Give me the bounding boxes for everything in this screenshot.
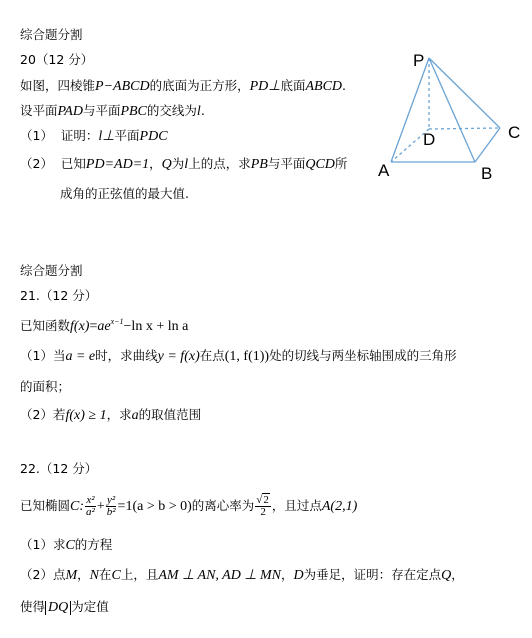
- vertex-label-c: C: [508, 123, 521, 142]
- subquestion: （1）当a = e时，求曲线y = f(x)在点(1, f(1))处的切线与两坐标轴围成的三角形: [20, 348, 457, 364]
- problem-number: 20（12 分）: [20, 52, 94, 67]
- pyramid-figure: [378, 48, 528, 188]
- problem-stem-line: 设平面PAD与平面PBC的交线为l.: [20, 103, 205, 119]
- problem-stem-line: 如图，四棱锥P−ABCD的底面为正方形，PD⊥底面ABCD.: [20, 78, 347, 94]
- edge-pb: [429, 58, 475, 162]
- fraction-x: $\frac{\text{x²}}{\text{a²}}$: [86, 494, 95, 518]
- figure-edges: [391, 58, 500, 162]
- edge-dc-hidden: [429, 128, 500, 129]
- problem-stem-line: 已知椭圆C: $\frac{\text{x²}}{\text{a²}}$ + $\frac{\text{y²}}{\text{b²}}$ =1(a > b > 0)的离心率为 $\frac{√2}{2}$ ，且过点A(2,1): [20, 494, 358, 518]
- vertex-label-d: D: [423, 130, 436, 149]
- edge-pc: [429, 58, 500, 128]
- subquestion: （1） 证明：l⊥平面PDC: [20, 128, 168, 144]
- problem-number: 21.（12 分）: [20, 288, 98, 303]
- vertex-label-a: A: [378, 161, 390, 180]
- fraction-y: $\frac{\text{y²}}{\text{b²}}$: [106, 494, 116, 518]
- section-divider: 综合题分割: [20, 263, 83, 278]
- subquestion: （2）若f(x) ≥ 1，求a的取值范围: [20, 407, 202, 423]
- subquestion: （1）求C的方程: [20, 537, 113, 553]
- section-divider: 综合题分割: [20, 27, 83, 42]
- sqrt-two: √2: [256, 494, 269, 506]
- subquestion: （2）点M，N在C上，且AM ⊥ AN, AD ⊥ MN，D为垂足，证明：存在定点Q，: [20, 567, 464, 583]
- vertex-label-p: P: [413, 51, 425, 70]
- subquestion: （2） 已知PD=AD=1，Q为l上的点，求PB与平面QCD所: [20, 156, 348, 172]
- edge-bc: [475, 128, 500, 162]
- problem-stem-line: 已知函数$f(x)=ae^{x-1}-\ln$ x + ln a: [20, 317, 189, 334]
- subquestion-continuation: 的面积；: [20, 379, 71, 394]
- fraction-eccentricity: $\frac{√2}{2}$: [256, 494, 269, 518]
- subquestion-continuation: 使得 DQ 为定值: [20, 599, 109, 615]
- vertex-label-b: B: [481, 164, 493, 183]
- problem-number: 22.（12 分）: [20, 461, 98, 476]
- subquestion-continuation: 成角的正弦值的最大值.: [60, 186, 189, 201]
